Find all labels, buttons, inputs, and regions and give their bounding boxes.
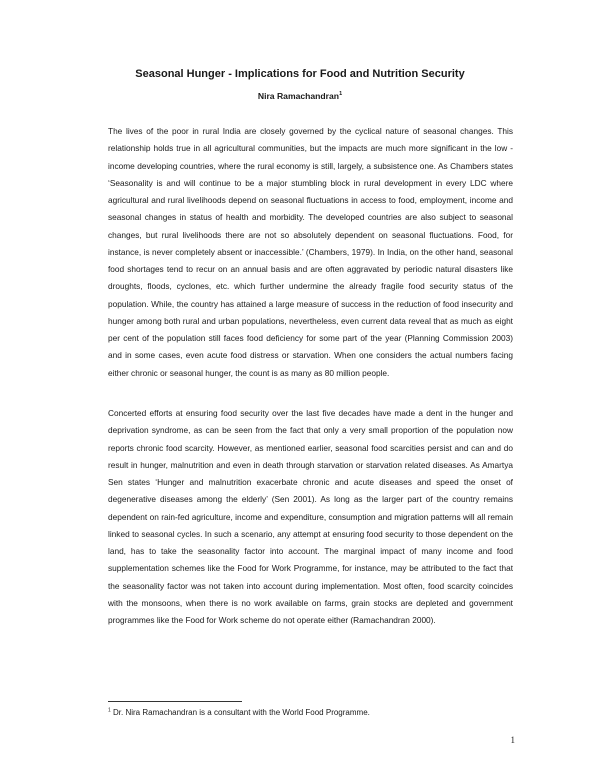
footnote-marker: 1 <box>108 707 111 714</box>
body-paragraph-2: Concerted efforts at ensuring food security over the last five decades have made a dent in the hunger and deprivation syndrome, as can be seen from the fact that only a very small proportion of the population now reports chronic food scarcity. However, as mentioned earlier, seasonal food scarcities persist and can and do result in hunger, malnutrition and even in death through starvation or starvation related diseases. As Amartya Sen states ‘Hunger and malnutrition exacerbate chronic and acute diseases and speed the onset of degenerative diseases among the elderly’ (Sen 2001). As long as the larger part of the country remains dependent on rain-fed agriculture, income and expenditure, consumption and migration patterns will all remain linked to seasonal cycles. In such a scenario, any attempt at ensuring food security to those dependent on the land, has to take the seasonality factor into account. The marginal impact of many income and food supplementation schemes like the Food for Work Programme, for instance, may be attributed to the fact that the seasonality factor was not taken into account during implementation. Most often, food scarcity coincides with the monsoons, when there is no work available on farms, grain stocks are depleted and government programmes like the Food for Work scheme do not operate either (Ramachandran 2000). <box>108 408 513 625</box>
body-paragraph-1: The lives of the poor in rural India are closely governed by the cyclical nature of seasonal changes. This relationship holds true in all agricultural communities, but the impacts are much more significant in the low - income developing countries, where the rural economy is still, largely, a subsistence one. As Chambers states ‘Seasonality is and will continue to be a major stumbling block in rural development in every LDC where agricultural and rural livelihoods depend on seasonal fluctuations in access to food, employment, income and seasonal changes in status of health and morbidity. The developed countries are also subject to seasonal changes, but rural livelihoods there are not so absolutely dependent on seasonal fluctuations. Food, for instance, is never completely absent or inaccessible.’ (Chambers, 1979). In India, on the other hand, seasonal food shortages tend to recur on an annual basis and are often aggravated by periodic natural disasters like droughts, floods, cyclones, etc. which further undermine the already fragile food security status of the population. While, the country has attained a large measure of success in the reduction of food insecurity and hunger among both rural and urban populations, nevertheless, even current data reveal that as much as eight per cent of the population still faces food deficiency for some part of the year (Planning Commission 2003) and in some cases, even acute food distress or starvation. When one considers the actual numbers facing either chronic or seasonal hunger, the count is as many as 80 million people. <box>108 126 513 378</box>
footnote-separator <box>108 701 242 702</box>
author-line <box>0 90 600 102</box>
page-number: 1 <box>510 735 515 745</box>
author-name: Nira Ramachandran <box>257 91 340 101</box>
footnote <box>108 707 513 718</box>
author-footnote-marker[interactable]: 1 <box>339 91 343 98</box>
paper-title: Seasonal Hunger - Implications for Food and Nutrition Security <box>135 68 465 80</box>
footnote-text: Dr. Nira Ramachandran is a consultant with the World Food Programme. <box>113 708 370 717</box>
